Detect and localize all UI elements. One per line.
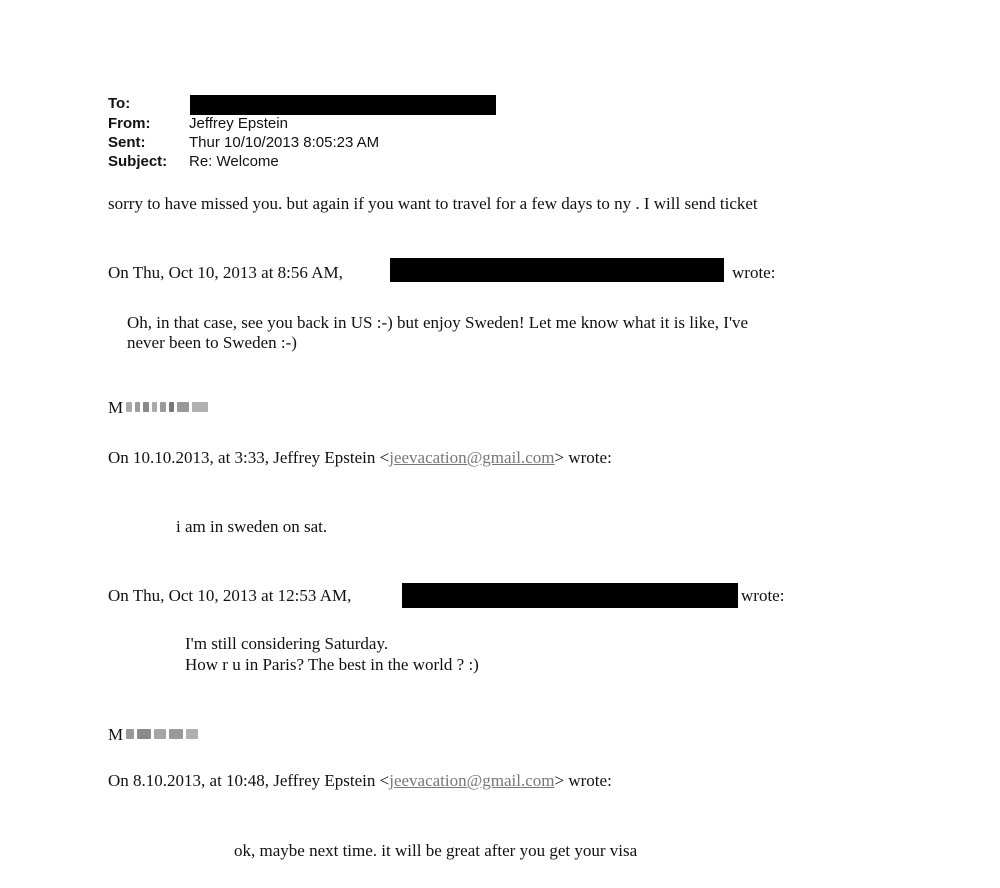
signature1-initial: M bbox=[108, 397, 124, 417]
quote4-header bbox=[108, 770, 612, 791]
from-value: Jeffrey Epstein bbox=[189, 115, 288, 132]
quote2-email-link[interactable]: jeevacation@gmail.com bbox=[389, 448, 555, 467]
quote1-line1: Oh, in that case, see you back in US :-) but enjoy Sweden! Let me know what it is like, I've bbox=[127, 313, 749, 332]
pixel-block bbox=[126, 402, 132, 412]
subject-value: Re: Welcome bbox=[189, 153, 279, 170]
quote4-text: ok, maybe next time. it will be great after you get your visa bbox=[234, 841, 638, 860]
quote1-intro: On Thu, Oct 10, 2013 at 8:56 AM, bbox=[108, 263, 343, 282]
signature2-initial: M bbox=[108, 724, 124, 744]
pixel-block bbox=[143, 402, 149, 412]
pixel-block bbox=[169, 729, 183, 739]
from-label: From: bbox=[108, 115, 151, 132]
quote4-email-link[interactable]: jeevacation@gmail.com bbox=[389, 771, 555, 790]
quote2-suffix: > wrote: bbox=[554, 448, 612, 467]
redacted-sender-2 bbox=[402, 583, 738, 608]
quote4-suffix: > wrote: bbox=[554, 771, 612, 790]
quote2-intro: On 10.10.2013, at 3:33, Jeffrey Epstein < bbox=[108, 448, 390, 467]
quote1-wrote: wrote: bbox=[732, 263, 776, 282]
pixel-block bbox=[152, 402, 157, 412]
reply-text: sorry to have missed you. but again if you want to travel for a few days to ny . I will send ticket bbox=[108, 194, 758, 213]
pixelated-signature-1 bbox=[108, 397, 208, 417]
quote1-line2: never been to Sweden :-) bbox=[127, 333, 297, 352]
redacted-sender-1 bbox=[390, 258, 724, 282]
pixel-block bbox=[154, 729, 166, 739]
quote3-intro: On Thu, Oct 10, 2013 at 12:53 AM, bbox=[108, 586, 352, 605]
pixel-block bbox=[169, 402, 174, 412]
quote2-text: i am in sweden on sat. bbox=[176, 517, 328, 536]
sent-value: Thur 10/10/2013 8:05:23 AM bbox=[189, 134, 380, 151]
quote3-line1: I'm still considering Saturday. bbox=[185, 634, 389, 653]
quote3-wrote: wrote: bbox=[741, 586, 785, 605]
quote4-intro: On 8.10.2013, at 10:48, Jeffrey Epstein < bbox=[108, 771, 390, 790]
pixel-block bbox=[135, 402, 140, 412]
redacted-recipient bbox=[190, 95, 496, 115]
subject-label: Subject: bbox=[108, 153, 168, 170]
pixel-block bbox=[177, 402, 189, 412]
sent-label: Sent: bbox=[108, 134, 146, 151]
to-label: To: bbox=[108, 95, 131, 112]
quote3-line2: How r u in Paris? The best in the world ? :) bbox=[185, 655, 479, 674]
pixel-block bbox=[137, 729, 151, 739]
email-header bbox=[0, 0, 1000, 180]
pixel-block bbox=[160, 402, 166, 412]
pixel-block bbox=[126, 729, 134, 739]
pixel-block bbox=[186, 729, 198, 739]
pixelated-signature-2 bbox=[108, 724, 198, 744]
quote2-header bbox=[108, 447, 612, 468]
pixel-block bbox=[192, 402, 208, 412]
